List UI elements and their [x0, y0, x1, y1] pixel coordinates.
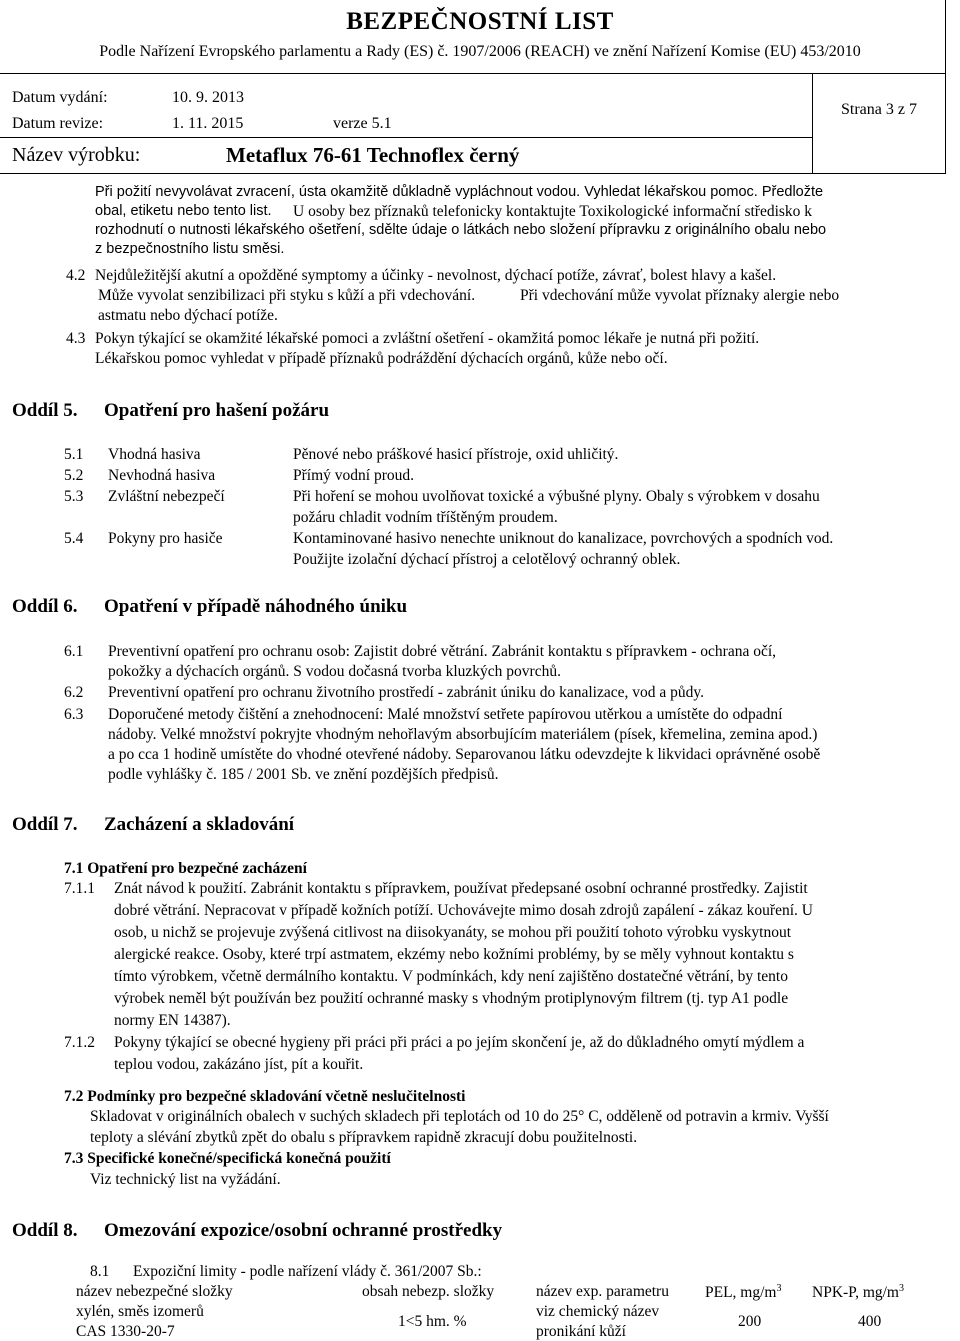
s7-1-1-line-1: Znát návod k použití. Zabránit kontaktu s přípravkem, používat předepsané osobní ochranné prostředky. Zajistit: [114, 880, 808, 897]
section-5-title: Opatření pro hašení požáru: [104, 400, 330, 421]
revision-date-label: Datum revize:: [12, 115, 104, 132]
s6-1-line-2: pokožky a dýchacích orgánů. S vodou dočasná tvorba kluzkých povrchů.: [108, 663, 561, 680]
s4-2-number: 4.2: [66, 267, 86, 284]
s6-1-number: 6.1: [64, 643, 84, 660]
table-header-substance: název nebezpečné složky: [76, 1283, 233, 1300]
document-title: BEZPEČNOSTNÍ LIST: [346, 8, 614, 35]
s4-2-line-1: Nejdůležitější akutní a opožděné symptomy a účinky - nevolnost, dýchací potíže, závrať, bolest hlavy a kašel.: [95, 267, 777, 284]
s7-1-1-line-5: tímto výrobkem, včetně dermálního kontaktu. V podmínkách, kdy není zajištěno dostatečné větrání, by tento: [114, 968, 788, 985]
s5-3-text-1: Při hoření se mohou uvolňovat toxické a výbušné plyny. Obaly s výrobkem v dosahu: [293, 488, 820, 505]
s7-1-2-number: 7.1.2: [64, 1034, 95, 1051]
table-cell-content: 1<5 hm. %: [398, 1313, 467, 1330]
s5-4-label: Pokyny pro hasiče: [108, 530, 223, 547]
section-7-title: Zacházení a skladování: [104, 814, 295, 835]
s7-1-2-line-2: teplou vodou, zakázáno jíst, pít a kouřit.: [114, 1056, 364, 1073]
s8-1-number: 8.1: [90, 1263, 110, 1280]
section-6-title: Opatření v případě náhodného úniku: [104, 596, 408, 617]
page-indicator: Strana 3 z 7: [841, 101, 917, 118]
table-cell-param-2: pronikání kůží: [536, 1323, 626, 1340]
header-divider: [812, 73, 813, 174]
s4-intro-line-5: z bezpečnostního listu směsi.: [95, 241, 285, 257]
regulation-subtitle: Podle Nařízení Evropského parlamentu a Rady (ES) č. 1907/2006 (REACH) ve znění Nařízení Komise (EU) 453/2010: [99, 43, 861, 60]
s7-2-heading: 7.2 Podmínky pro bezpečné skladování včetně neslučitelnosti: [64, 1088, 466, 1105]
table-header-pel-sup: 3: [776, 1283, 782, 1294]
s4-3-number: 4.3: [66, 330, 86, 347]
s6-3-line-1: Doporučené metody čištění a znehodnocení: Malé množství setřete papírovou utěrkou a umístěte do odpadní: [108, 706, 783, 723]
s7-1-1-line-4: alergické reakce. Osoby, které trpí astmatem, ekzémy nebo kožními problémy, by se měly vyhnout kontaktu s: [114, 946, 794, 963]
product-label: Název výrobku:: [12, 144, 141, 166]
s4-2-line-3: Při vdechování může vyvolat příznaky alergie nebo: [520, 287, 840, 304]
version: verze 5.1: [333, 115, 392, 132]
table-header-pel: [705, 1283, 781, 1302]
s5-4-number: 5.4: [64, 530, 84, 547]
s7-1-1-line-2: dobré větrání. Nepracovat v případě kožních potíží. Uchovávejte mimo dosah zdrojů zapálení - zákaz kouření. U: [114, 902, 813, 919]
s6-1-line-1: Preventivní opatření pro ochranu osob: Zajistit dobré větrání. Zabránit kontaktu s přípravkem - ochrana očí,: [108, 643, 777, 660]
s6-3-line-4: podle vyhlášky č. 185 / 2001 Sb. ve znění pozdějších předpisů.: [108, 766, 499, 783]
s7-2-line-1: Skladovat v originálních obalech v suchých skladech při teplotách od 10 do 25° C, odděleně od potravin a krmiv. Vyšší: [90, 1108, 829, 1125]
s4-intro-line-3: U osoby bez příznaků telefonicky kontaktujte Toxikologické informační středisko k: [293, 203, 813, 220]
section-7-number: Oddíl 7.: [12, 814, 78, 835]
s4-intro-line-2: obal, etiketu nebo tento list.: [95, 203, 272, 219]
s5-3-number: 5.3: [64, 488, 84, 505]
s7-1-1-line-6: výrobek neměl být používán bez použití ochranné masky s vhodným protiplynovým filtrem (tj. typ A1 podle: [114, 990, 789, 1007]
table-header-parameter: název exp. parametru: [536, 1283, 669, 1300]
revision-date: 1. 11. 2015: [172, 115, 244, 132]
s6-2-number: 6.2: [64, 684, 84, 701]
issue-date: 10. 9. 2013: [172, 89, 244, 106]
section-6-number: Oddíl 6.: [12, 596, 78, 617]
table-header-npk-label: NPK-P, mg/m: [812, 1284, 899, 1302]
s8-1-text: Expoziční limity - podle nařízení vlády č. 361/2007 Sb.:: [133, 1263, 482, 1280]
product-name: Metaflux 76-61 Technoflex černý: [226, 143, 520, 167]
s5-1-number: 5.1: [64, 446, 84, 463]
s7-1-1-number: 7.1.1: [64, 880, 95, 897]
table-cell-npk: 400: [858, 1313, 882, 1330]
s4-intro-line-1: Při požití nevyvolávat zvracení, ústa okamžitě důkladně vypláchnout vodou. Vyhledat lékařskou pomoc. Předložte: [95, 184, 824, 200]
header-rule-mid: [0, 137, 813, 138]
s4-2-line-2: Může vyvolat senzibilizaci při styku s kůží a při vdechování.: [98, 287, 476, 304]
s7-1-1-line-3: osob, u nichž se projevuje zvýšená citlivost na diisokyanáty, se mohou při použití tohoto výrobku vyskytnout: [114, 924, 792, 941]
section-8-title: Omezování expozice/osobní ochranné prostředky: [104, 1220, 503, 1241]
s7-3-heading: 7.3 Specifické konečné/specifická konečná použití: [64, 1150, 391, 1167]
s5-3-text-2: požáru chladit vodním tříštěným proudem.: [293, 509, 558, 526]
section-8-number: Oddíl 8.: [12, 1220, 78, 1241]
s5-2-label: Nevhodná hasiva: [108, 467, 216, 484]
s6-3-line-2: nádoby. Velké množství pokryjte vhodným nehořlavým absorbujícím materiálem (písek, křemelina, zemina apod.): [108, 726, 818, 743]
s7-1-2-line-1: Pokyny týkající se obecné hygieny při práci při práci a po jejím skončení je, až do důkladného omytí mýdlem a: [114, 1034, 805, 1051]
table-header-pel-label: PEL, mg/m: [705, 1284, 777, 1302]
s7-1-heading: 7.1 Opatření pro bezpečné zacházení: [64, 860, 307, 877]
table-cell-param-1: viz chemický název: [536, 1303, 660, 1320]
s7-2-line-2: teploty a slévání zbytků zpět do obalu s přípravkem rapidně zkracují dobu použitelnosti.: [90, 1129, 638, 1146]
issue-date-label: Datum vydání:: [12, 89, 108, 106]
s5-3-label: Zvláštní nebezpečí: [108, 488, 225, 505]
s6-3-number: 6.3: [64, 706, 84, 723]
header-right-border: [945, 0, 946, 174]
table-cell-substance-name: xylén, směs izomerů: [76, 1303, 204, 1320]
s5-2-number: 5.2: [64, 467, 84, 484]
s7-1-1-line-7: normy EN 14387).: [114, 1012, 231, 1029]
s7-3-text: Viz technický list na vyžádání.: [90, 1171, 281, 1188]
table-header-npk-sup: 3: [899, 1283, 904, 1294]
s5-2-text: Přímý vodní proud.: [293, 467, 414, 484]
s4-intro-line-4: rozhodnutí o nutnosti lékařského ošetření, sdělte údaje o látkách nebo složení přípravku z originálního obalu nebo: [95, 222, 827, 238]
section-5-number: Oddíl 5.: [12, 400, 78, 421]
table-header-npk: [812, 1283, 904, 1302]
header-rule-bottom: [0, 173, 946, 174]
s5-4-text-2: Použijte izolační dýchací přístroj a celotělový ochranný oblek.: [293, 551, 681, 568]
s5-4-text-1: Kontaminované hasivo nenechte uniknout do kanalizace, povrchových a spodních vod.: [293, 530, 834, 547]
s5-1-text: Pěnové nebo práškové hasicí přístroje, oxid uhličitý.: [293, 446, 619, 463]
s4-2-line-4: astmatu nebo dýchací potíže.: [98, 307, 278, 324]
s6-2-line-1: Preventivní opatření pro ochranu životního prostředí - zabránit úniku do kanalizace, vod a půdy.: [108, 684, 704, 701]
table-header-content: obsah nebezp. složky: [362, 1283, 495, 1300]
s4-3-line-1: Pokyn týkající se okamžité lékařské pomoci a zvláštní ošetření - okamžitá pomoc lékaře je nutná při požití.: [95, 330, 760, 347]
s6-3-line-3: a po cca 1 hodině umístěte do vhodné otevřené nádoby. Separovanou látku odevzdejte k likvidaci oprávněné osobě: [108, 746, 821, 763]
s5-1-label: Vhodná hasiva: [108, 446, 201, 463]
table-cell-pel: 200: [738, 1313, 762, 1330]
header-rule-top: [0, 73, 946, 74]
s4-3-line-2: Lékařskou pomoc vyhledat v případě příznaků podráždění dýchacích orgánů, kůže nebo očí.: [95, 350, 668, 367]
table-cell-substance-cas: CAS 1330-20-7: [76, 1323, 175, 1340]
